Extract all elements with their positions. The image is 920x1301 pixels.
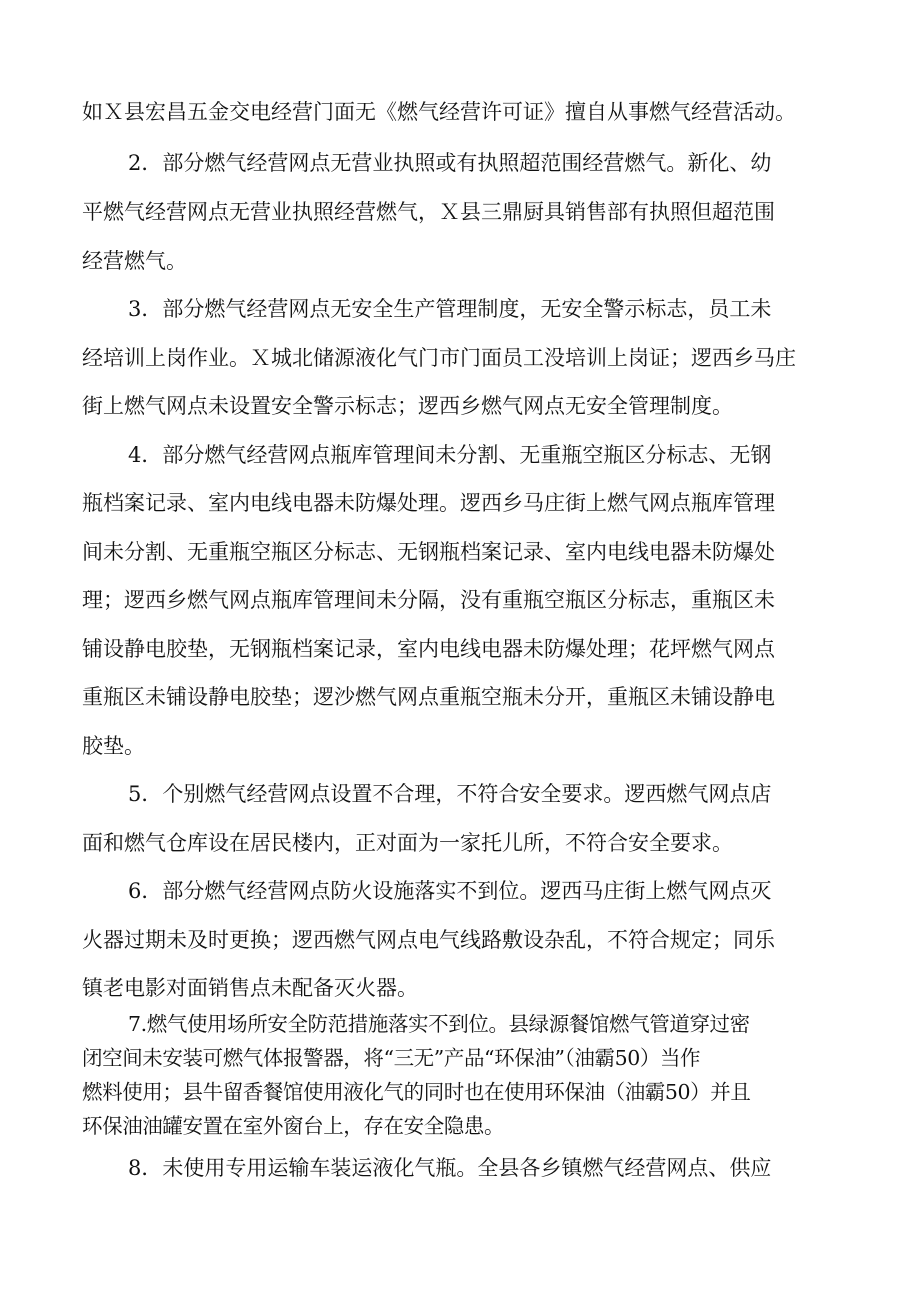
text-line: 3．部分燃气经营网点无安全生产管理制度，无安全警示标志，员工未 xyxy=(128,297,772,321)
text-line: 闭空间未安装可燃气体报警器，将“三无”产品“环保油”（油霸50）当作 xyxy=(82,1046,701,1070)
text-line: 7.燃气使用场所安全防范措施落实不到位。县绿源餐馆燃气管道穿过密 xyxy=(128,1012,750,1036)
text-line: 铺设静电胶垫，无钢瓶档案记录，室内电线电器未防爆处理；花坪燃气网点 xyxy=(82,637,775,661)
text-line: 镇老电影对面销售点未配备灭火器。 xyxy=(82,976,418,1000)
text-line: 瓶档案记录、室内电线电器未防爆处理。逻西乡马庄街上燃气网点瓶库管理 xyxy=(82,491,775,515)
text-line: 环保油油罐安置在室外窗台上，存在安全隐患。 xyxy=(82,1114,505,1138)
text-line: 间未分割、无重瓶空瓶区分标志、无钢瓶档案记录、室内电线电器未防爆处 xyxy=(82,540,775,564)
text-line: 重瓶区未铺设静电胶垫；逻沙燃气网点重瓶空瓶未分开，重瓶区未铺设静电 xyxy=(82,685,775,709)
text-line: 经营燃气。 xyxy=(82,249,187,273)
text-line: 如Ｘ县宏昌五金交电经营门面无《燃气经营许可证》擅自从事燃气经营活动。 xyxy=(82,100,796,124)
text-line: 8．未使用专用运输车装运液化气瓶。全县各乡镇燃气经营网点、供应 xyxy=(128,1156,772,1180)
text-line: 胶垫。 xyxy=(82,734,145,758)
text-line: 理；逻西乡燃气网点瓶库管理间未分隔，没有重瓶空瓶区分标志，重瓶区未 xyxy=(82,588,775,612)
text-line: 面和燃气仓库设在居民楼内，正对面为一家托儿所，不符合安全要求。 xyxy=(82,831,733,855)
text-line: 5．个别燃气经营网点设置不合理，不符合安全要求。逻西燃气网点店 xyxy=(128,782,772,806)
text-line: 火器过期未及时更换；逻西燃气网点电气线路敷设杂乱，不符合规定；同乐 xyxy=(82,928,775,952)
text-line: 平燃气经营网点无营业执照经营燃气，Ｘ县三鼎厨具销售部有执照但超范围 xyxy=(82,200,775,224)
text-line: 4．部分燃气经营网点瓶库管理间未分割、无重瓶空瓶区分标志、无钢 xyxy=(128,443,772,467)
text-line: 街上燃气网点未设置安全警示标志；逻西乡燃气网点无安全管理制度。 xyxy=(82,394,733,418)
text-line: 燃料使用；县牛留香餐馆使用液化气的同时也在使用环保油（油霸50）并且 xyxy=(82,1080,751,1104)
text-line: 经培训上岗作业。Ｘ城北储源液化气门市门面员工没培训上岗证；逻西乡马庄 xyxy=(82,346,796,370)
text-line: 6．部分燃气经营网点防火设施落实不到位。逻西马庄街上燃气网点灭 xyxy=(128,879,772,903)
text-line: 2．部分燃气经营网点无营业执照或有执照超范围经营燃气。新化、幼 xyxy=(128,151,772,175)
